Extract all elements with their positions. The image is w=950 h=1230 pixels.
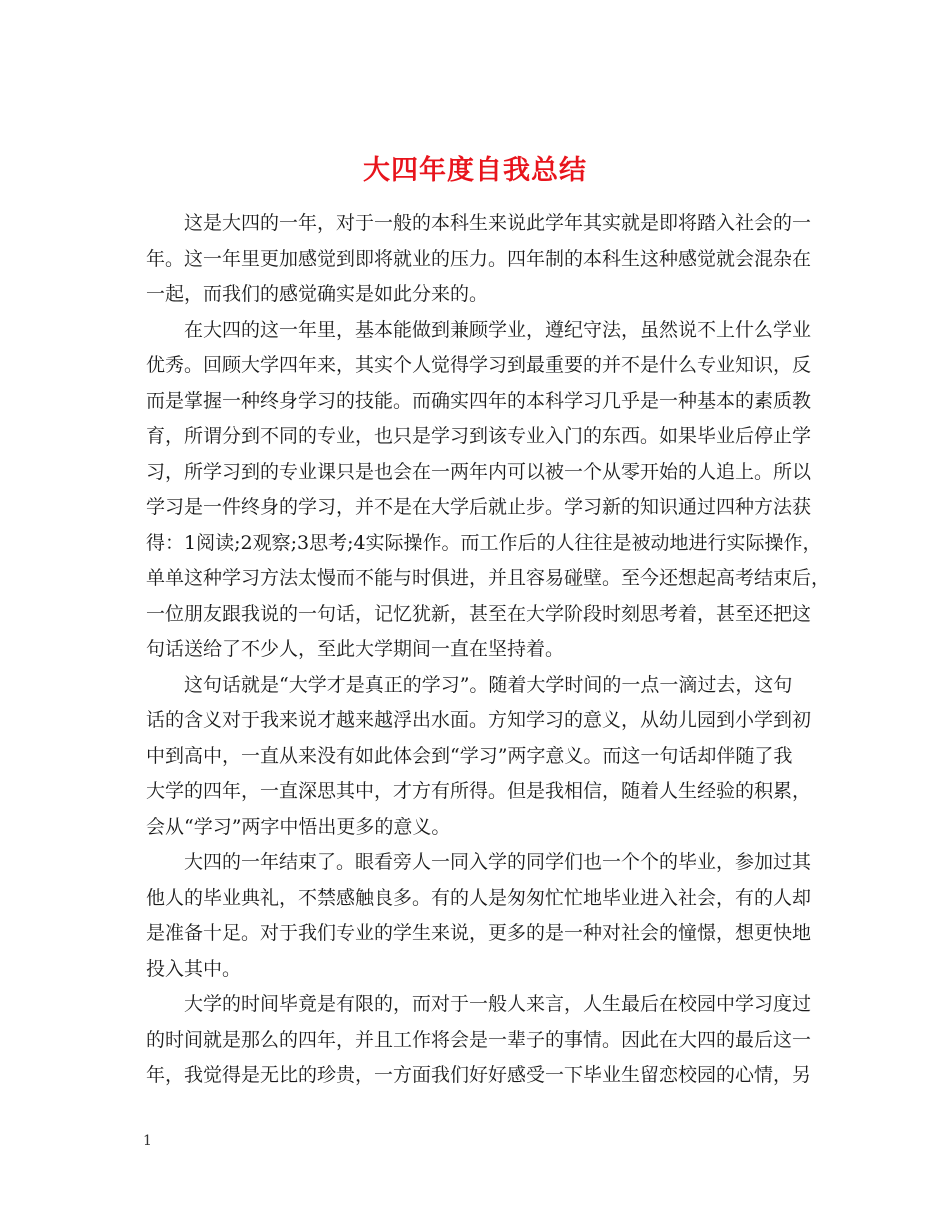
paragraph-5 — [146, 987, 816, 1094]
page-title: 大四年度自我总结 — [363, 155, 587, 187]
paragraph-2 — [146, 313, 831, 668]
paragraph-3 — [146, 668, 816, 846]
text-line: 的时间就是那么的四年，并且工作将会是一辈子的事情。因此在大四的最后这一 — [146, 1028, 812, 1051]
text-line: 育，所谓分到不同的专业，也只是学习到该专业入门的东西。如果毕业后停止学 — [146, 425, 812, 447]
text-line: 他人的毕业典礼，不禁感触良多。有的人是匆匆忙忙地毕业进入社会，有的人却 — [146, 886, 812, 909]
text-line: 单单这种学习方法太慢而不能与时俱进，并且容易碰壁。至今还想起高考结束后， — [146, 567, 831, 589]
text-line: 学习是一件终身的学习，并不是在大学后就止步。学习新的知识通过四种方法获 — [146, 496, 812, 518]
text-line: 中到高中，一直从来没有如此体会到“学习”两字意义。而这一句话却伴随了我 — [146, 744, 793, 767]
paragraph-4 — [146, 845, 816, 987]
text-line: 年。这一年里更加感觉到即将就业的压力。四年制的本科生这种感觉就会混杂在 — [146, 247, 812, 270]
text-line: 话的含义对于我来说才越来越浮出水面。方知学习的意义，从幼儿园到小学到初 — [146, 709, 812, 731]
page-number: 1 — [143, 1133, 152, 1149]
text-line: 大学的四年，一直深思其中，才方有所得。但是我相信，随着人生经验的积累， — [146, 780, 812, 802]
text-line: 这是大四的一年，对于一般的本科生来说此学年其实就是即将踏入社会的一 — [184, 212, 812, 234]
text-line: 投入其中。 — [146, 957, 242, 980]
text-line: 习，所学习到的专业课只是也会在一两年内可以被一个从零开始的人追上。所以 — [146, 460, 812, 483]
text-line: 而是掌握一种终身学习的技能。而确实四年的本科学习几乎是一种基本的素质教 — [146, 389, 812, 412]
text-line: 大学的时间毕竟是有限的，而对于一般人来言，人生最后在校园中学习度过 — [184, 993, 812, 1015]
document-body — [146, 206, 831, 1094]
text-line: 一起，而我们的感觉确实是如此分来的。 — [146, 283, 489, 305]
text-line: 优秀。回顾大学四年来，其实个人觉得学习到最重要的并不是什么专业知识，反 — [146, 354, 812, 376]
text-line: 在大四的这一年里，基本能做到兼顾学业，遵纪守法，虽然说不上什么学业 — [184, 318, 812, 341]
text-line: 这句话就是“大学才是真正的学习”。随着大学时间的一点一滴过去，这句 — [184, 673, 793, 696]
text-line: 得：1阅读;2观察;3思考;4实际操作。而工作后的人往往是被动地进行实际操作， — [146, 531, 822, 554]
text-line: 年，我觉得是无比的珍贵，一方面我们好好感受一下毕业生留恋校园的心情，另 — [146, 1064, 812, 1086]
text-line: 一位朋友跟我说的一句话，记忆犹新，甚至在大学阶段时刻思考着，甚至还把这 — [146, 602, 812, 625]
text-line: 是准备十足。对于我们专业的学生来说，更多的是一种对社会的憧憬，想更快地 — [146, 922, 812, 944]
text-line: 大四的一年结束了。眼看旁人一同入学的同学们也一个个的毕业，参加过其 — [184, 851, 812, 873]
text-line: 句话送给了不少人，至此大学期间一直在坚持着。 — [146, 638, 565, 660]
paragraph-1 — [146, 206, 816, 313]
text-line: 会从“学习”两字中悟出更多的意义。 — [146, 815, 451, 838]
